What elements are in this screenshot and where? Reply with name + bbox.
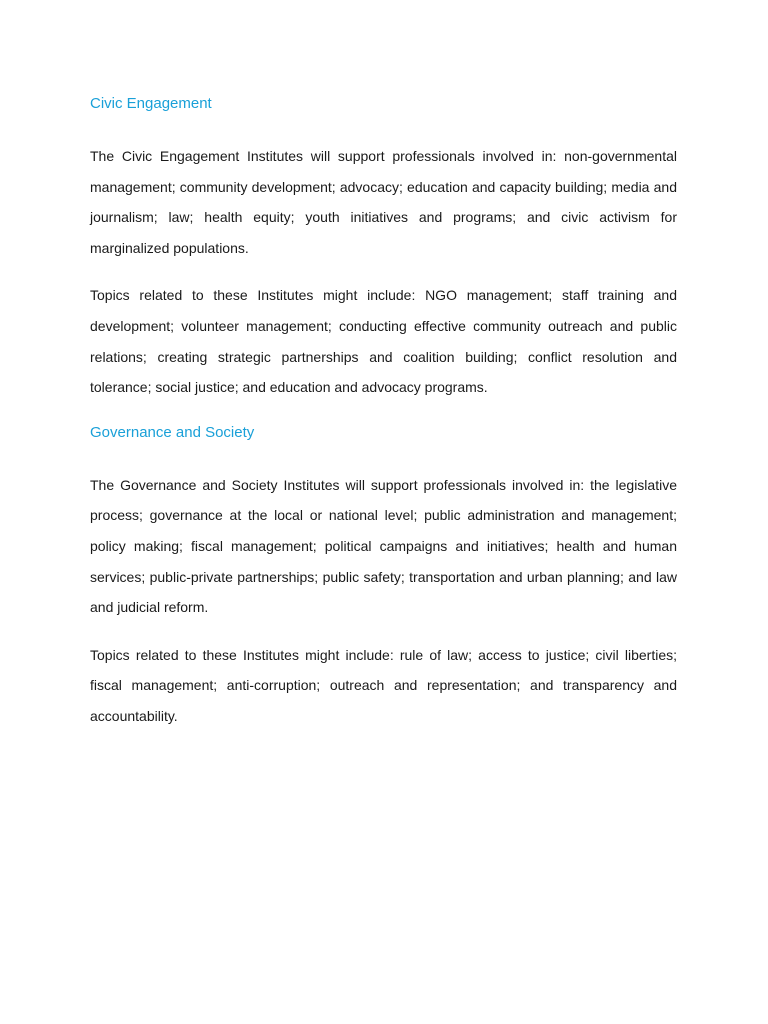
section-governance-and-society bbox=[90, 420, 677, 732]
paragraph: The Civic Engagement Institutes will support professionals involved in: non-governmental management; community development; advocacy; education and capacity building; media and journalism; law; health equity; youth initiatives and programs; and civic activism for marginalized populations. bbox=[90, 148, 677, 256]
paragraph: The Governance and Society Institutes will support professionals involved in: the legislative process; governance at the local or national level; public administration and management; policy making; fiscal management; political campaigns and initiatives; health and human services; public-private partnerships; public safety; transportation and urban planning; and law and judicial reform. bbox=[90, 476, 677, 616]
section-heading: Governance and Society bbox=[90, 423, 255, 441]
paragraph: Topics related to these Institutes might include: NGO management; staff training and development; volunteer management; conducting effective community outreach and public relations; creating strategic partnerships and coalition building; conflict resolution and tolerance; social justice; and education and advocacy programs. bbox=[90, 287, 677, 396]
paragraph: Topics related to these Institutes might include: rule of law; access to justice; civil liberties; fiscal management; anti-corruption; outreach and representation; and transparency and accountability. bbox=[90, 646, 677, 724]
document-page bbox=[90, 91, 677, 749]
section-heading: Civic Engagement bbox=[90, 95, 212, 112]
section-civic-engagement bbox=[90, 91, 677, 403]
